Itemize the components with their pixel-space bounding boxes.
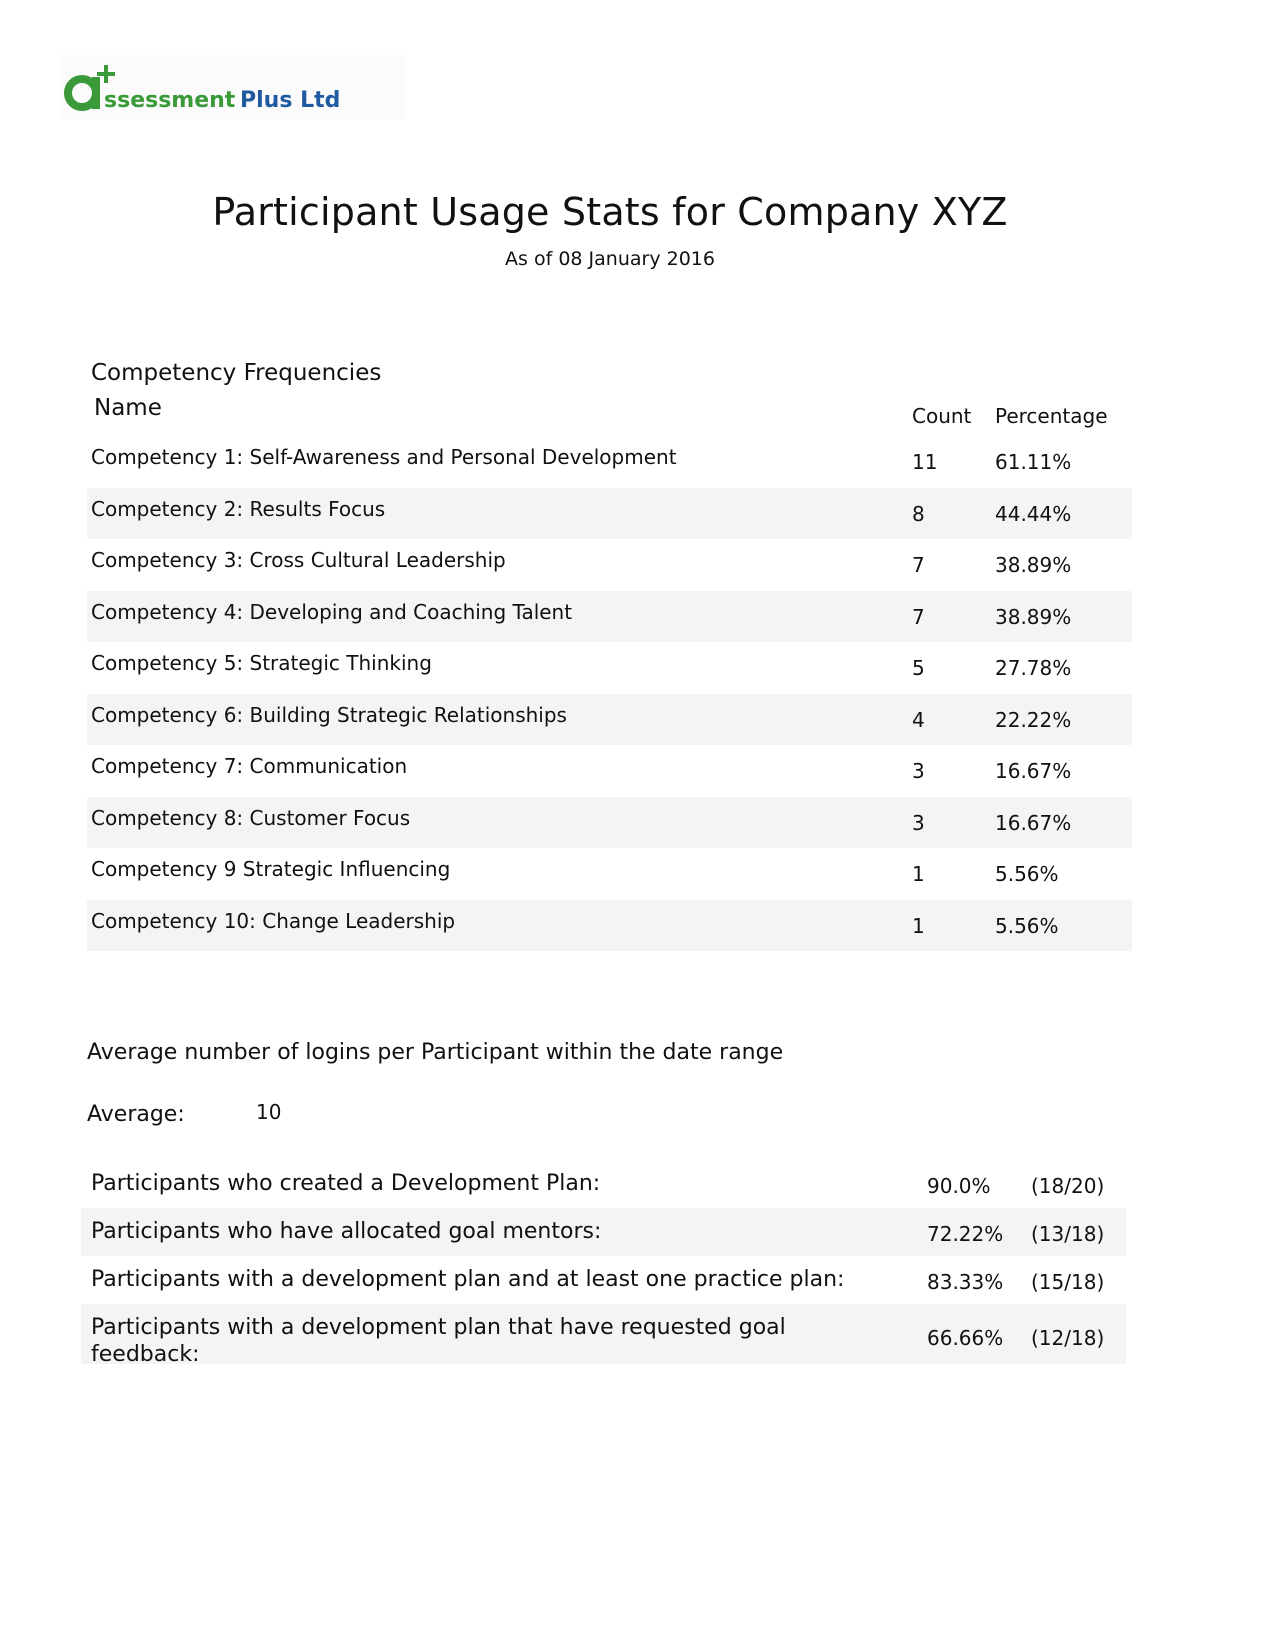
average-value: 10: [256, 1100, 282, 1124]
competency-section-heading: Competency Frequencies: [91, 360, 382, 386]
competency-table: [87, 436, 1132, 951]
competency-count: 8: [912, 501, 925, 526]
column-header-count: Count: [912, 404, 972, 428]
table-row: [87, 797, 1132, 849]
competency-name: Competency 3: Cross Cultural Leadership: [91, 548, 506, 572]
competency-count: 5: [912, 656, 925, 680]
table-row: [87, 694, 1132, 746]
stat-fraction: (15/18): [1031, 1270, 1105, 1294]
logo-graphic: [60, 55, 405, 120]
stat-percentage: 90.0%: [927, 1174, 991, 1198]
competency-percentage: 38.89%: [995, 553, 1072, 577]
table-row: [81, 1304, 1126, 1367]
table-row: [87, 539, 1132, 591]
competency-count: 4: [912, 707, 925, 732]
table-row: [87, 745, 1132, 797]
table-row: [87, 900, 1132, 952]
competency-name: Competency 6: Building Strategic Relationships: [91, 702, 567, 727]
competency-name: Competency 1: Self-Awareness and Personal Development: [91, 445, 677, 469]
svg-text:Plus Ltd: Plus Ltd: [240, 88, 341, 113]
table-row: [87, 488, 1132, 540]
stat-label: Participants who have allocated goal mentors:: [91, 1219, 602, 1244]
table-row: [87, 642, 1132, 694]
table-row: [87, 436, 1132, 488]
company-logo: [60, 55, 405, 120]
competency-name: Competency 4: Developing and Coaching Talent: [91, 599, 573, 624]
competency-percentage: 61.11%: [995, 450, 1072, 474]
stat-fraction: (13/18): [1031, 1222, 1105, 1246]
competency-count: 3: [912, 810, 925, 835]
stat-fraction: (18/20): [1031, 1174, 1105, 1198]
competency-percentage: 16.67%: [995, 810, 1072, 835]
svg-text:ssessment: ssessment: [104, 88, 236, 113]
competency-percentage: 44.44%: [995, 501, 1072, 526]
stat-label: Participants who created a Development Plan:: [91, 1171, 601, 1196]
report-date: As of 08 January 2016: [505, 248, 715, 270]
logins-section-heading: Average number of logins per Participant within the date range: [87, 1040, 784, 1065]
stat-fraction: (12/18): [1031, 1326, 1105, 1350]
competency-name: Competency 8: Customer Focus: [91, 805, 411, 830]
table-row: [81, 1208, 1126, 1256]
stat-percentage: 72.22%: [927, 1222, 1004, 1246]
stat-percentage: 83.33%: [927, 1270, 1004, 1294]
column-header-name: Name: [94, 395, 162, 421]
competency-percentage: 16.67%: [995, 759, 1072, 783]
stat-label: Participants with a development plan that have requested goal feedback:: [91, 1315, 786, 1367]
competency-count: 1: [912, 862, 925, 886]
table-row: [87, 591, 1132, 643]
competency-count: 1: [912, 913, 925, 938]
competency-percentage: 5.56%: [995, 862, 1059, 886]
competency-name: Competency 2: Results Focus: [91, 496, 386, 521]
table-row: [81, 1160, 1126, 1208]
competency-percentage: 5.56%: [995, 913, 1059, 938]
competency-name: Competency 9 Strategic Influencing: [91, 857, 451, 881]
competency-percentage: 38.89%: [995, 604, 1072, 629]
competency-count: 7: [912, 604, 925, 629]
competency-name: Competency 10: Change Leadership: [91, 908, 456, 933]
competency-percentage: 27.78%: [995, 656, 1072, 680]
stat-percentage: 66.66%: [927, 1326, 1004, 1350]
page-title: Participant Usage Stats for Company XYZ: [212, 190, 1008, 234]
table-row: [87, 848, 1132, 900]
competency-count: 11: [912, 450, 938, 474]
table-row: [81, 1256, 1126, 1304]
competency-count: 7: [912, 553, 925, 577]
column-header-percentage: Percentage: [995, 404, 1108, 428]
participant-stats-table: [81, 1160, 1126, 1367]
competency-name: Competency 5: Strategic Thinking: [91, 651, 432, 675]
stat-label: Participants with a development plan and at least one practice plan:: [91, 1267, 845, 1292]
competency-name: Competency 7: Communication: [91, 754, 408, 778]
competency-percentage: 22.22%: [995, 707, 1072, 732]
average-label: Average:: [87, 1102, 185, 1127]
competency-count: 3: [912, 759, 925, 783]
